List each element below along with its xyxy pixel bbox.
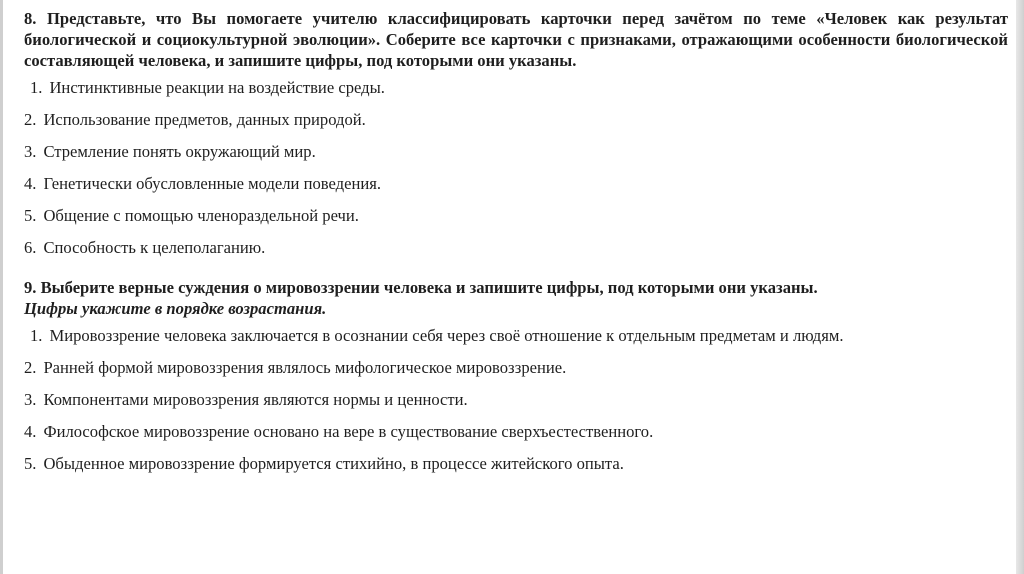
task-9-item-2: 2. Ранней формой мировоззрения являлось мифологическое мировоззрение. (24, 358, 567, 377)
task-9-item-3: 3. Компонентами мировоззрения являются нормы и ценности. (24, 390, 468, 409)
task-9-heading: 9. Выберите верные суждения о мировоззрении человека и запишите цифры, под которыми они указаны. Цифры укажите в порядке возрастания. (24, 277, 1008, 319)
task-8-item-1: 1. Инстинктивные реакции на воздействие среды. (30, 78, 385, 97)
slide-left-edge (0, 0, 3, 574)
task-8-item-4: 4. Генетически обусловленные модели поведения. (24, 174, 381, 193)
task-9 (24, 277, 1008, 485)
task-9-item-4: 4. Философское мировоззрение основано на вере в существование сверхъестественного. (24, 422, 654, 441)
task-9-items (24, 325, 1008, 485)
task-8-item-2: 2. Использование предметов, данных природой. (24, 110, 366, 129)
task-8-items (24, 77, 1008, 269)
task-8 (24, 8, 1008, 269)
task-9-item-1: 1. Мировоззрение человека заключается в осознании себя через своё отношение к отдельным предметам и людям. (30, 326, 844, 345)
task-8-item-3: 3. Стремление понять окружающий мир. (24, 142, 316, 161)
task-9-instruction: Цифры укажите в порядке возрастания. (24, 299, 327, 318)
task-9-item-5: 5. Обыденное мировоззрение формируется стихийно, в процессе житейского опыта. (24, 454, 624, 473)
task-8-heading: 8. Представьте, что Вы помогаете учителю классифицировать карточки перед зачётом по теме «Человек как результат биологической и социокультурной эволюции». Соберите все карточки с признаками, отражающими особенности биологической составляющей человека, и запишите цифры, под которыми они указаны. (24, 9, 1008, 70)
slide-content (24, 8, 1008, 485)
slide-right-edge (1016, 0, 1024, 574)
task-8-item-6: 6. Способность к целеполаганию. (24, 238, 266, 257)
task-8-item-5: 5. Общение с помощью членораздельной речи. (24, 206, 359, 225)
